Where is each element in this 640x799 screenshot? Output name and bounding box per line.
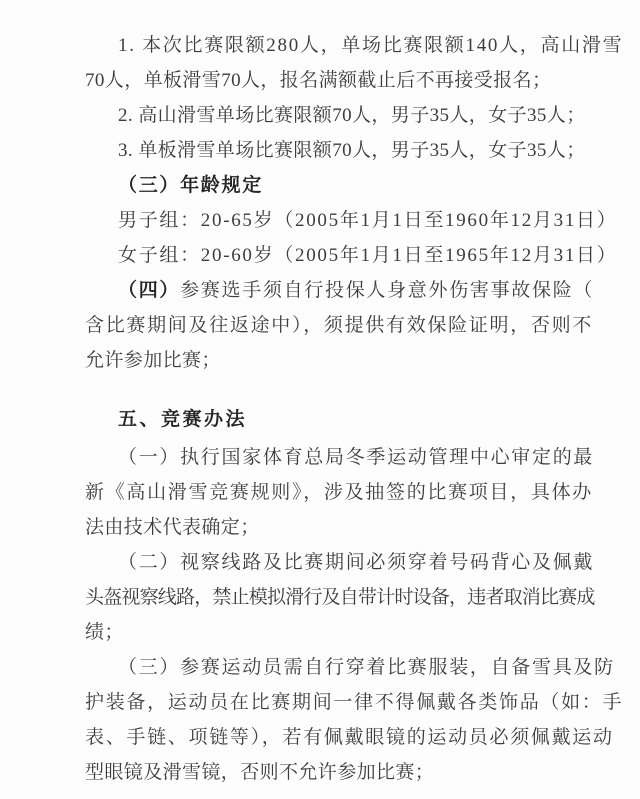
chapter-heading-competition-method: 五、竞赛办法 <box>118 409 248 430</box>
method-rule-3-line-2: 护装备，运动员在比赛期间一律不得佩戴各类饰品（如：手 <box>85 692 624 713</box>
insurance-rule-line-1 <box>85 273 595 308</box>
method-rule-3-line-4: 型眼镜及滑雪镜，否则不允许参加比赛； <box>85 762 435 783</box>
section-heading-age-rule: （三）年龄规定 <box>118 175 263 196</box>
paragraph-number-marker: （四） <box>118 280 181 301</box>
method-rule-1-line-3: 法由技术代表确定； <box>85 517 260 538</box>
method-rule-1-line-2: 新《高山滑雪竞赛规则》，涉及抽签的比赛项目，具体办 <box>85 482 594 503</box>
rule-quota-line-1: 1. 本次比赛限额280人，单场比赛限额140人，高山滑雪 <box>118 35 624 56</box>
method-rule-3-line-3: 表、手链、项链等），若有佩戴眼镜的运动员必须佩戴运动 <box>85 727 614 748</box>
method-rule-2-line-3: 绩； <box>85 622 124 643</box>
insurance-rule-line-2: 含比赛期间及往返途中），须提供有效保险证明，否则不 <box>85 315 594 336</box>
method-rule-2-line-2: 头盔视察线路，禁止模拟滑行及自带计时设备，违者取消比赛成 <box>85 587 595 608</box>
method-rule-3-line-1: （三）参赛运动员需自行穿着比赛服装，自备雪具及防 <box>118 657 615 678</box>
rule-quota-line-2: 70人，单板滑雪70人，报名满额截止后不再接受报名； <box>85 70 552 91</box>
age-rule-men: 男子组：20-65岁（2005年1月1日至1960年12月31日） <box>118 210 618 231</box>
method-rule-2-line-1: （二）视察线路及比赛期间必须穿着号码背心及佩戴 <box>118 552 595 573</box>
rule-quota-snowboard: 3. 单板滑雪单场比赛限额70人，男子35人，女子35人； <box>118 140 586 161</box>
insurance-rule-line-3: 允许参加比赛； <box>85 350 221 371</box>
rule-quota-alpine: 2. 高山滑雪单场比赛限额70人，男子35人，女子35人； <box>118 105 586 126</box>
method-rule-1-line-1: （一）执行国家体育总局冬季运动管理中心审定的最 <box>118 447 595 468</box>
age-rule-women: 女子组：20-60岁（2005年1月1日至1965年12月31日） <box>118 245 618 266</box>
text-run: 参赛选手须自行投保人身意外伤害事故保险（ <box>180 280 595 301</box>
